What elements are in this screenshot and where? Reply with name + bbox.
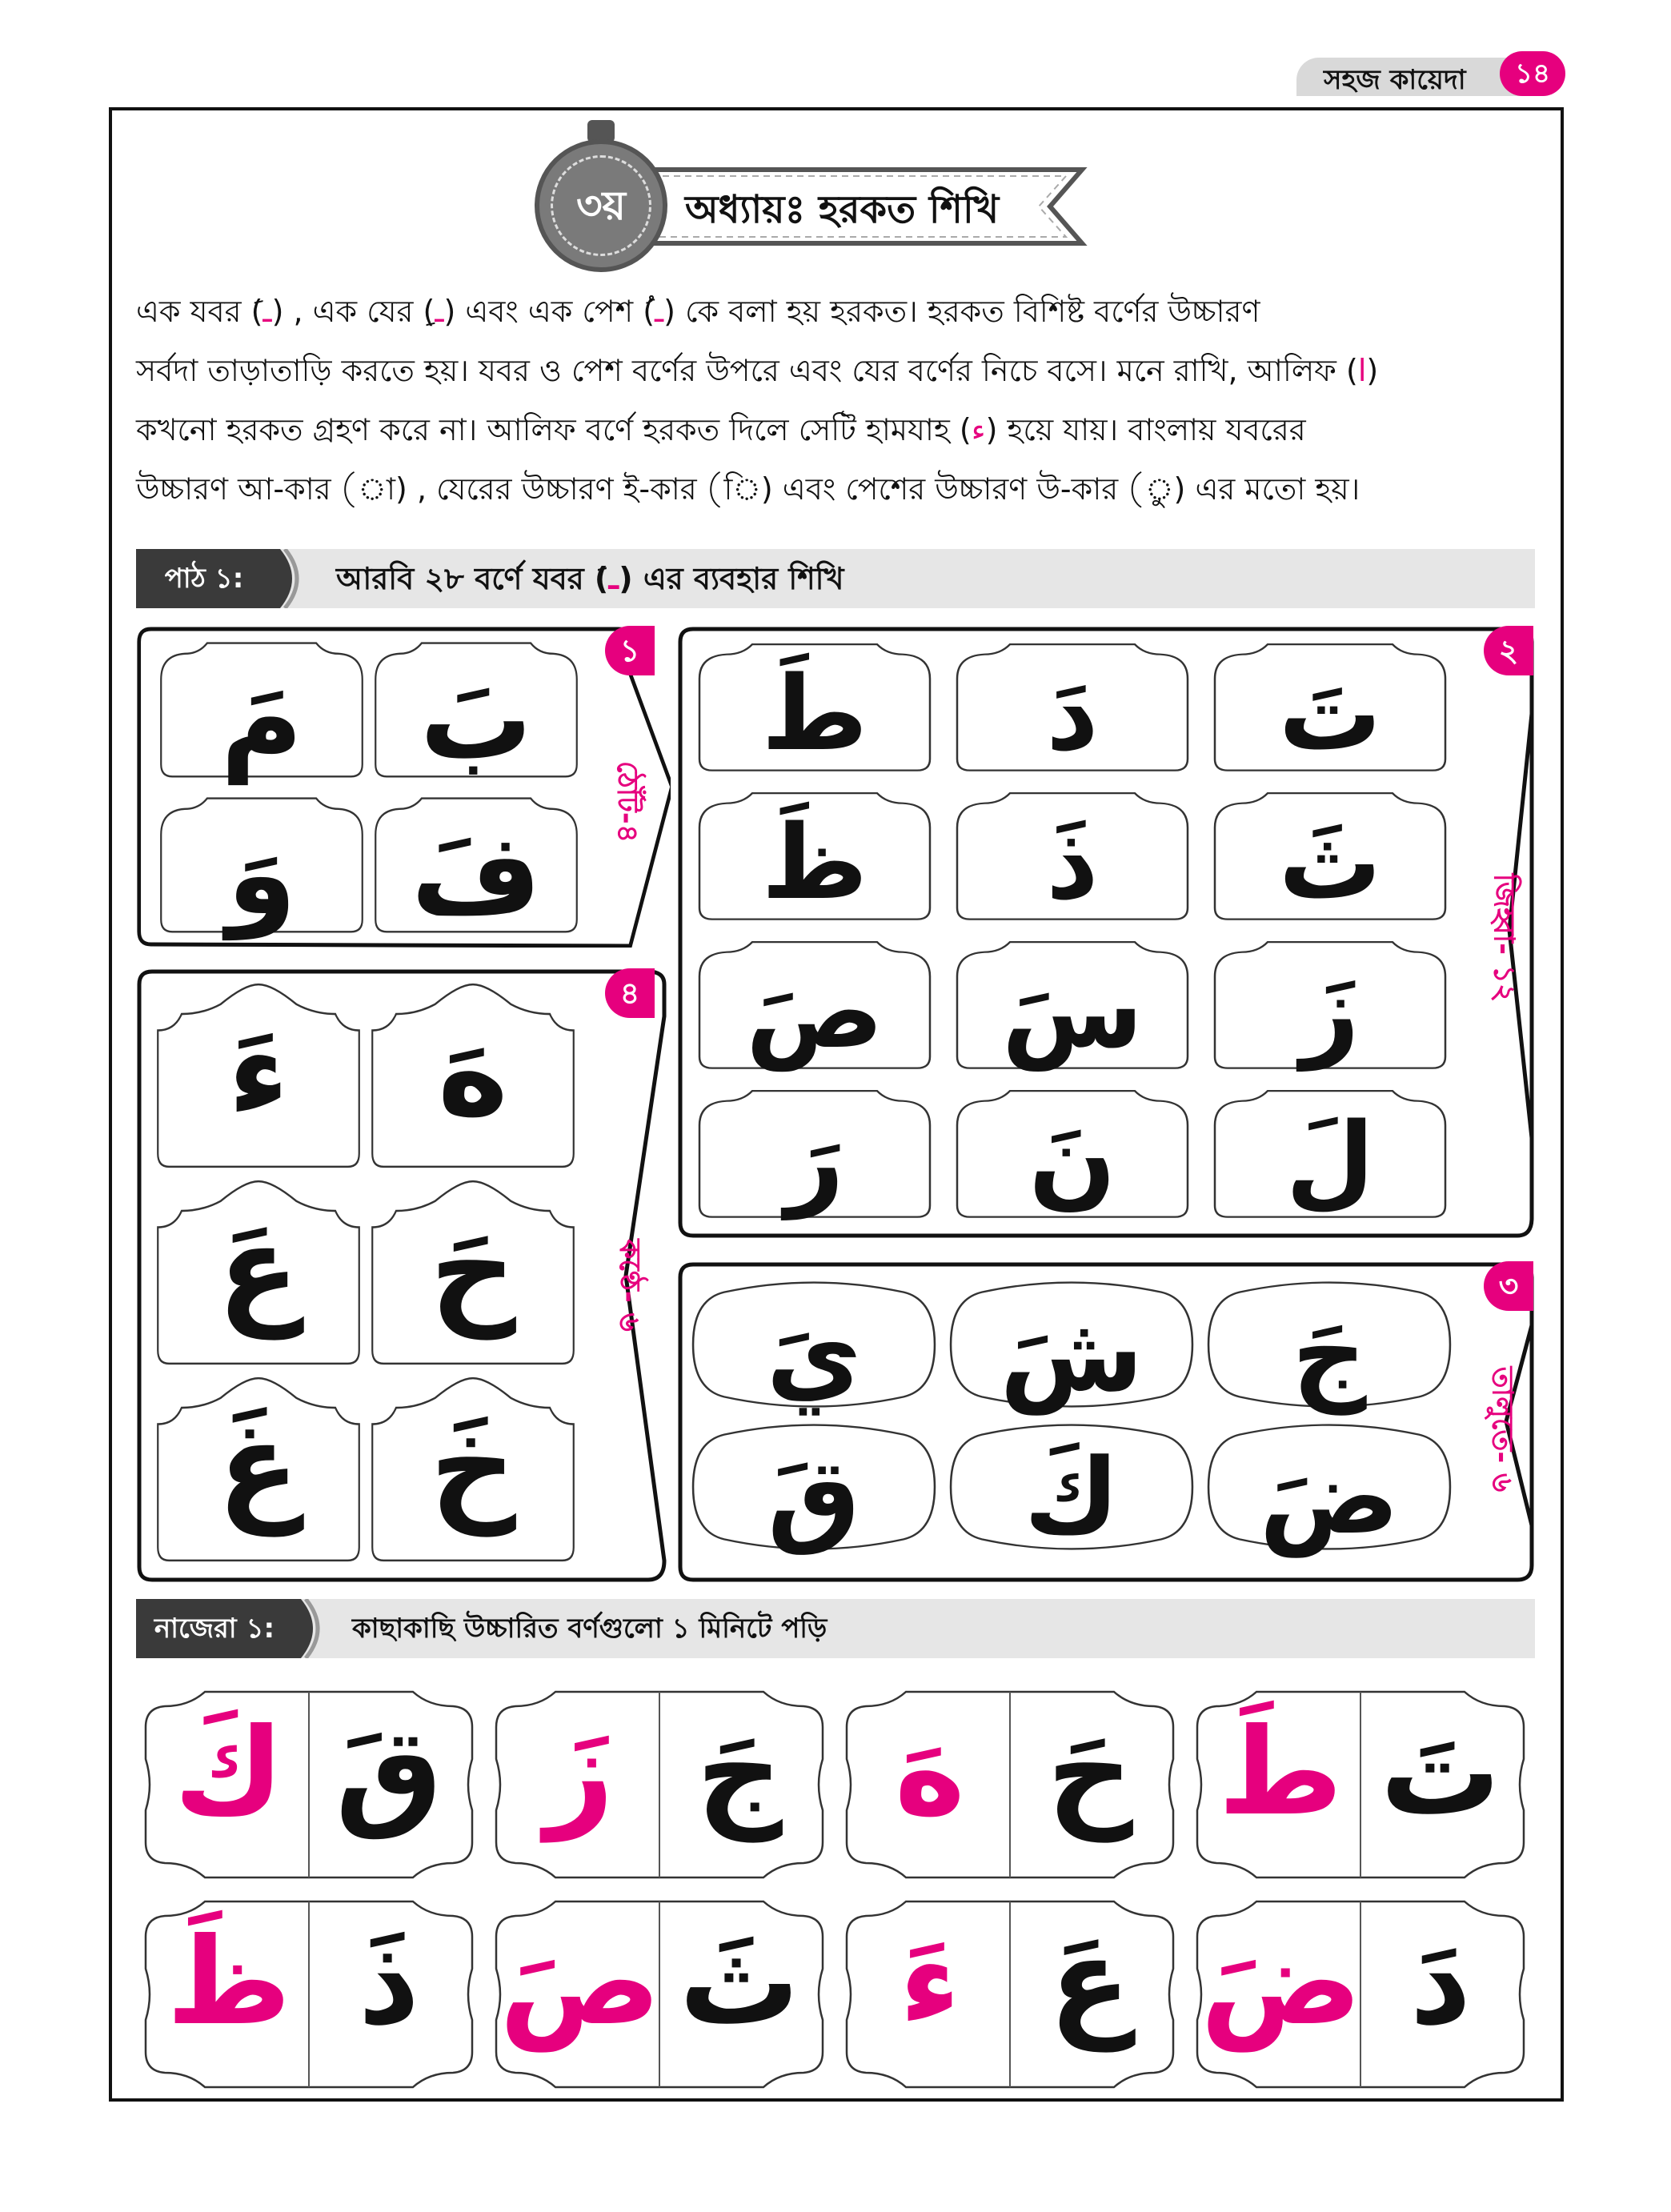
chapter-heading [535, 120, 1111, 280]
arabic-letter: ضَ [1259, 1436, 1400, 1558]
black-letter: عَ [1048, 1913, 1132, 2052]
arabic-letter: سَ [1001, 952, 1144, 1072]
pink-letter: طَ [1218, 1703, 1343, 1842]
arabic-letter: لَ [1285, 1101, 1375, 1221]
panel-badge: ৩ [1484, 1261, 1533, 1311]
black-letter: ذَ [358, 1913, 420, 2052]
divider-slash [285, 1599, 333, 1658]
letter-card [1210, 1085, 1450, 1221]
letter-card [1207, 1420, 1452, 1558]
letter-card [691, 1277, 936, 1416]
arabic-letter: جَ [1292, 1293, 1367, 1416]
lesson-title: আরবি ২৮ বর্ণে যবর (َـ) এর ব্যবহার শিখি [336, 561, 844, 596]
divider-slash [264, 549, 312, 608]
letter-card [949, 1277, 1194, 1416]
arabic-letter: صَ [745, 952, 884, 1072]
arabic-letter: ظَ [761, 803, 868, 924]
lesson-1-bar [136, 549, 1535, 608]
panel-side-label: তালুতে- ৬ [1485, 1366, 1519, 1493]
arabic-letter: خَ [429, 1397, 517, 1537]
pink-letter: كَ [174, 1703, 284, 1842]
arabic-letter: مَ [220, 654, 303, 785]
letter-card [368, 981, 578, 1170]
letter-pair-card [842, 1897, 1178, 2092]
panel-side-label: ঠোঁট-৪ [611, 760, 644, 844]
panel-side-label: জিহ্বা- ১২ [1487, 873, 1521, 1003]
letter-card [695, 639, 935, 775]
letter-card [1210, 787, 1450, 924]
letter-card [371, 637, 581, 785]
arabic-letter: هَ [437, 1004, 509, 1144]
letter-card [695, 787, 935, 924]
lesson-label: পাঠ ১: [136, 549, 272, 608]
pink-letter: زَ [544, 1703, 615, 1842]
black-letter: تَ [1380, 1703, 1501, 1842]
letter-card [1210, 936, 1450, 1072]
letter-pair-card [141, 1897, 477, 2092]
stopwatch-icon [535, 139, 667, 272]
letter-pair-card [1192, 1687, 1529, 1882]
letter-card [157, 792, 367, 940]
arabic-letter: ذَ [1046, 803, 1099, 924]
arabic-letter: طَ [761, 655, 868, 775]
letter-card [371, 792, 581, 940]
arabic-letter: تَ [1278, 655, 1382, 775]
letter-pair-card [1192, 1897, 1529, 2092]
letter-card [952, 787, 1192, 924]
page-number: ১৪ [1500, 51, 1565, 96]
book-title: সহজ কায়েদা [1324, 64, 1466, 96]
arabic-letter: يَ [766, 1293, 862, 1416]
arabic-letter: غَ [217, 1397, 300, 1537]
black-letter: ثَ [679, 1913, 800, 2052]
arabic-letter: عَ [217, 1200, 300, 1340]
letter-card [154, 1375, 363, 1564]
letter-card [154, 981, 363, 1170]
letter-card [368, 1178, 578, 1367]
letter-pair-card [491, 1687, 827, 1882]
arabic-letter: فَ [411, 809, 542, 940]
black-letter: حَ [1046, 1703, 1134, 1842]
letter-card [949, 1420, 1194, 1558]
letter-card [1207, 1277, 1452, 1416]
black-letter: جَ [695, 1703, 783, 1842]
intro-line-1: এক যবর (َـ) , এক যের (ِـ) এবং এক পেশ (ُـ) কে বলা হয় হরকত। হরকত বিশিষ্ট বর্ণের উচ্চারণ [136, 294, 1260, 329]
chapter-title: অধ্যায়ঃ হরকত শিখি [685, 187, 1000, 232]
pink-letter: ءَ [899, 1913, 961, 2052]
letter-card [952, 1085, 1192, 1221]
pink-letter: هَ [894, 1703, 966, 1842]
intro-line-4: উচ্চারণ আ-কার () , যেরের উচ্চারণ ই-কার () এবং পেশের উচ্চারণ উ-কার () এর মতো হয়। [136, 471, 1360, 507]
chapter-number: ৩য় [551, 155, 651, 256]
letter-card [952, 639, 1192, 775]
nazera-label: নাজেরা ১: [136, 1599, 293, 1658]
arabic-letter: رَ [785, 1101, 844, 1221]
nazera-1-bar [136, 1599, 1535, 1658]
intro-line-2: সর্বদা তাড়াতাড়ি করতে হয়। যবর ও পেশ বর্ণের উপরে এবং যের বর্ণের নিচে বসে। মনে রাখি, আলিফ (ا) [136, 353, 1379, 388]
arabic-letter: بَ [419, 654, 533, 785]
arabic-letter: دَ [1046, 655, 1099, 775]
black-letter: دَ [1409, 1913, 1472, 2052]
arabic-letter: وَ [226, 809, 297, 940]
pink-letter: ظَ [166, 1913, 291, 2052]
arabic-letter: حَ [429, 1200, 517, 1340]
panel-badge: ২ [1484, 626, 1533, 675]
letter-pair-card [491, 1897, 827, 2092]
panel-badge: ৪ [605, 968, 655, 1018]
arabic-letter: نَ [1028, 1101, 1116, 1221]
letter-card [1210, 639, 1450, 775]
page-header-tab [1296, 51, 1565, 96]
arabic-letter: ثَ [1278, 803, 1382, 924]
intro-line-3: কখনো হরকত গ্রহণ করে না। আলিফ বর্ণে হরকত দিলে সেটি হামযাহ (ء) হয়ে যায়। বাংলায় যবরের [136, 412, 1306, 447]
intro-paragraph [136, 282, 1545, 519]
arabic-letter: قَ [767, 1436, 861, 1558]
panel-badge: ১ [605, 626, 655, 675]
letter-card [952, 936, 1192, 1072]
letter-pair-card [842, 1687, 1178, 1882]
arabic-letter: شَ [1000, 1293, 1144, 1416]
letter-card [154, 1178, 363, 1367]
letter-card [695, 936, 935, 1072]
letter-card [157, 637, 367, 785]
arabic-letter: زَ [1300, 952, 1360, 1072]
letter-pair-card [141, 1687, 477, 1882]
arabic-letter: كَ [1024, 1436, 1120, 1558]
letter-card [691, 1420, 936, 1558]
arabic-letter: ءَ [227, 1004, 290, 1144]
pink-letter: صَ [499, 1913, 661, 2052]
letter-card [695, 1085, 935, 1221]
panel-side-label: কণ্ঠে- ৬ [612, 1239, 646, 1332]
black-letter: قَ [335, 1703, 443, 1842]
nazera-title: কাছাকাছি উচ্চারিত বর্ণগুলো ১ মিনিটে পড়ি [352, 1613, 827, 1645]
pink-letter: ضَ [1200, 1913, 1362, 2052]
letter-card [368, 1375, 578, 1564]
